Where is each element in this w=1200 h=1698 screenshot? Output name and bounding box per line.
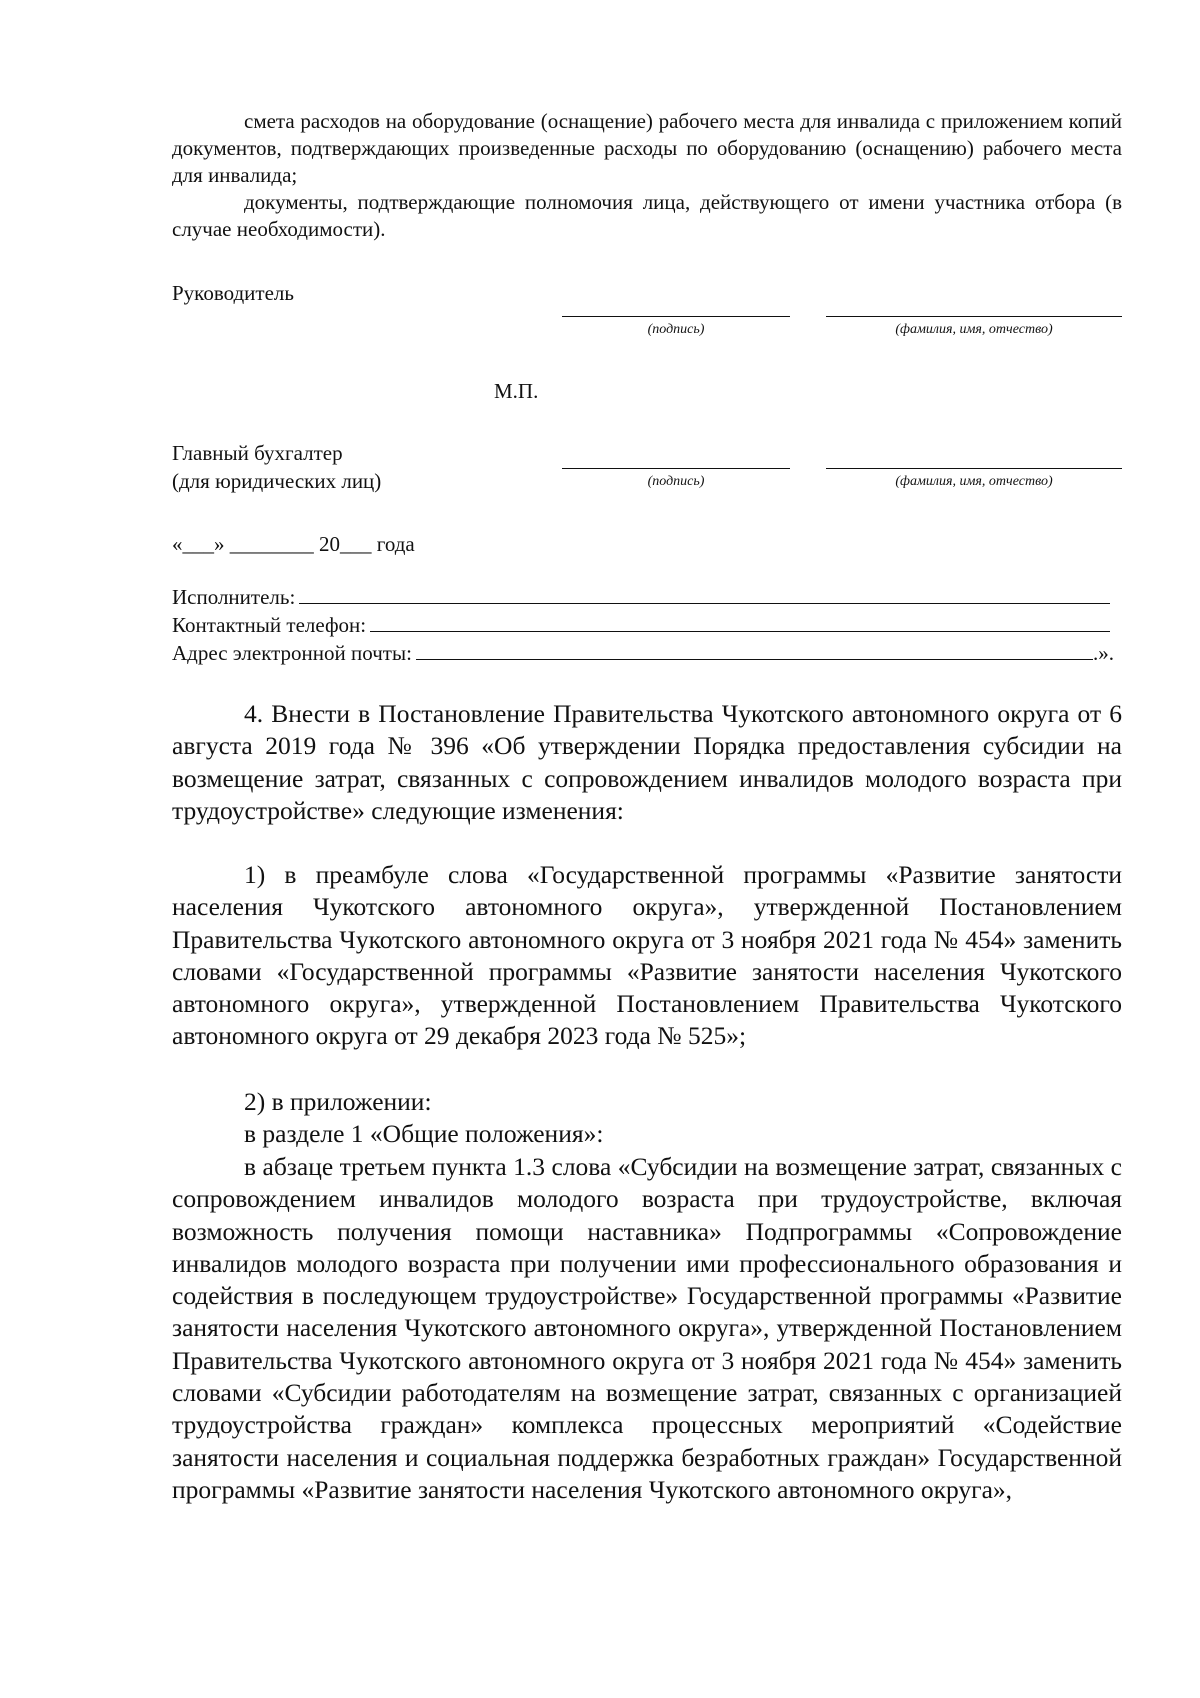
item-4-paragraph: 4. Внести в Постановление Правительства Чукотского автономного округа от 6 августа 2019 года № 396 «Об утверждении Порядка предоставления субсидии на возмещение затрат, связанных с сопровождением инвалидов молодого возраста при трудоустройстве» следующие изменения: (172, 699, 1122, 825)
subitem-1-paragraph: 1) в преамбуле слова «Государственной программы «Развитие занятости населения Чукотского автономного округа», утвержденной Постановлением Правительства Чукотского автономного округа от 3 ноября 2021 года № 454» заменить словами «Государственной программы «Развитие занятости населения Чукотского автономного округа», утвержденной Постановлением Правительства Чукотского автономного округа от 29 декабря 2023 года № 525»; (172, 860, 1122, 1051)
date-line: «___» ________ 20___ года (172, 532, 415, 556)
head-label: Руководитель (172, 281, 294, 305)
email-label: Адрес электронной почты: (172, 641, 412, 665)
section-1-paragraph: в разделе 1 «Общие положения»: (244, 1119, 604, 1148)
phone-blank (370, 613, 1110, 632)
head-signature-line (562, 316, 790, 317)
executor-row (172, 584, 1110, 611)
head-signature-caption: (подпись) (647, 322, 705, 337)
head-name-line (826, 316, 1122, 317)
subitem-2-paragraph: 2) в приложении: (244, 1087, 432, 1116)
authority-documents-paragraph: документы, подтверждающие полномочия лица, действующего от имени участника отбора (в случае необходимости). (172, 190, 1122, 241)
stamp-placeholder: М.П. (494, 379, 539, 403)
phone-row (172, 612, 1110, 639)
accountant-signature-caption: (подпись) (647, 474, 705, 489)
executor-blank (299, 585, 1110, 604)
email-closing-quote: .». (1093, 641, 1114, 665)
phone-label: Контактный телефон: (172, 613, 367, 637)
head-name-caption: (фамилия, имя, отчество) (895, 322, 1053, 337)
email-row (172, 640, 1114, 667)
accountant-name-caption: (фамилия, имя, отчество) (895, 474, 1053, 489)
expense-estimate-paragraph: смета расходов на оборудование (оснащение) рабочего места для инвалида с приложением копий документов, подтверждающих произведенные расходы по оборудованию (оснащению) рабочего места для инвалида; (172, 109, 1122, 187)
accountant-name-line (826, 468, 1122, 469)
executor-label: Исполнитель: (172, 585, 296, 609)
accountant-note: (для юридических лиц) (172, 469, 382, 493)
email-blank (416, 641, 1093, 660)
paragraph-1-3-amendment: в абзаце третьем пункта 1.3 слова «Субсидии на возмещение затрат, связанных с сопровождением инвалидов молодого возраста при трудоустройстве, включая возможность получения помощи наставника» Подпрограммы «Сопровождение инвалидов молодого возраста при получении ими профессионального образования и содействия в последующем трудоустройстве» Государственной программы «Развитие занятости населения Чукотского автономного округа», утвержденной Постановлением Правительства Чукотского автономного округа от 3 ноября 2021 года № 454» заменить словами «Субсидии работодателям на возмещение затрат, связанных с организацией трудоустройства граждан» комплекса процессных мероприятий «Содействие занятости населения и социальная поддержка безработных граждан» Государственной программы «Развитие занятости населения Чукотского автономного округа», (172, 1152, 1122, 1504)
accountant-label: Главный бухгалтер (172, 441, 343, 465)
accountant-signature-line (562, 468, 790, 469)
